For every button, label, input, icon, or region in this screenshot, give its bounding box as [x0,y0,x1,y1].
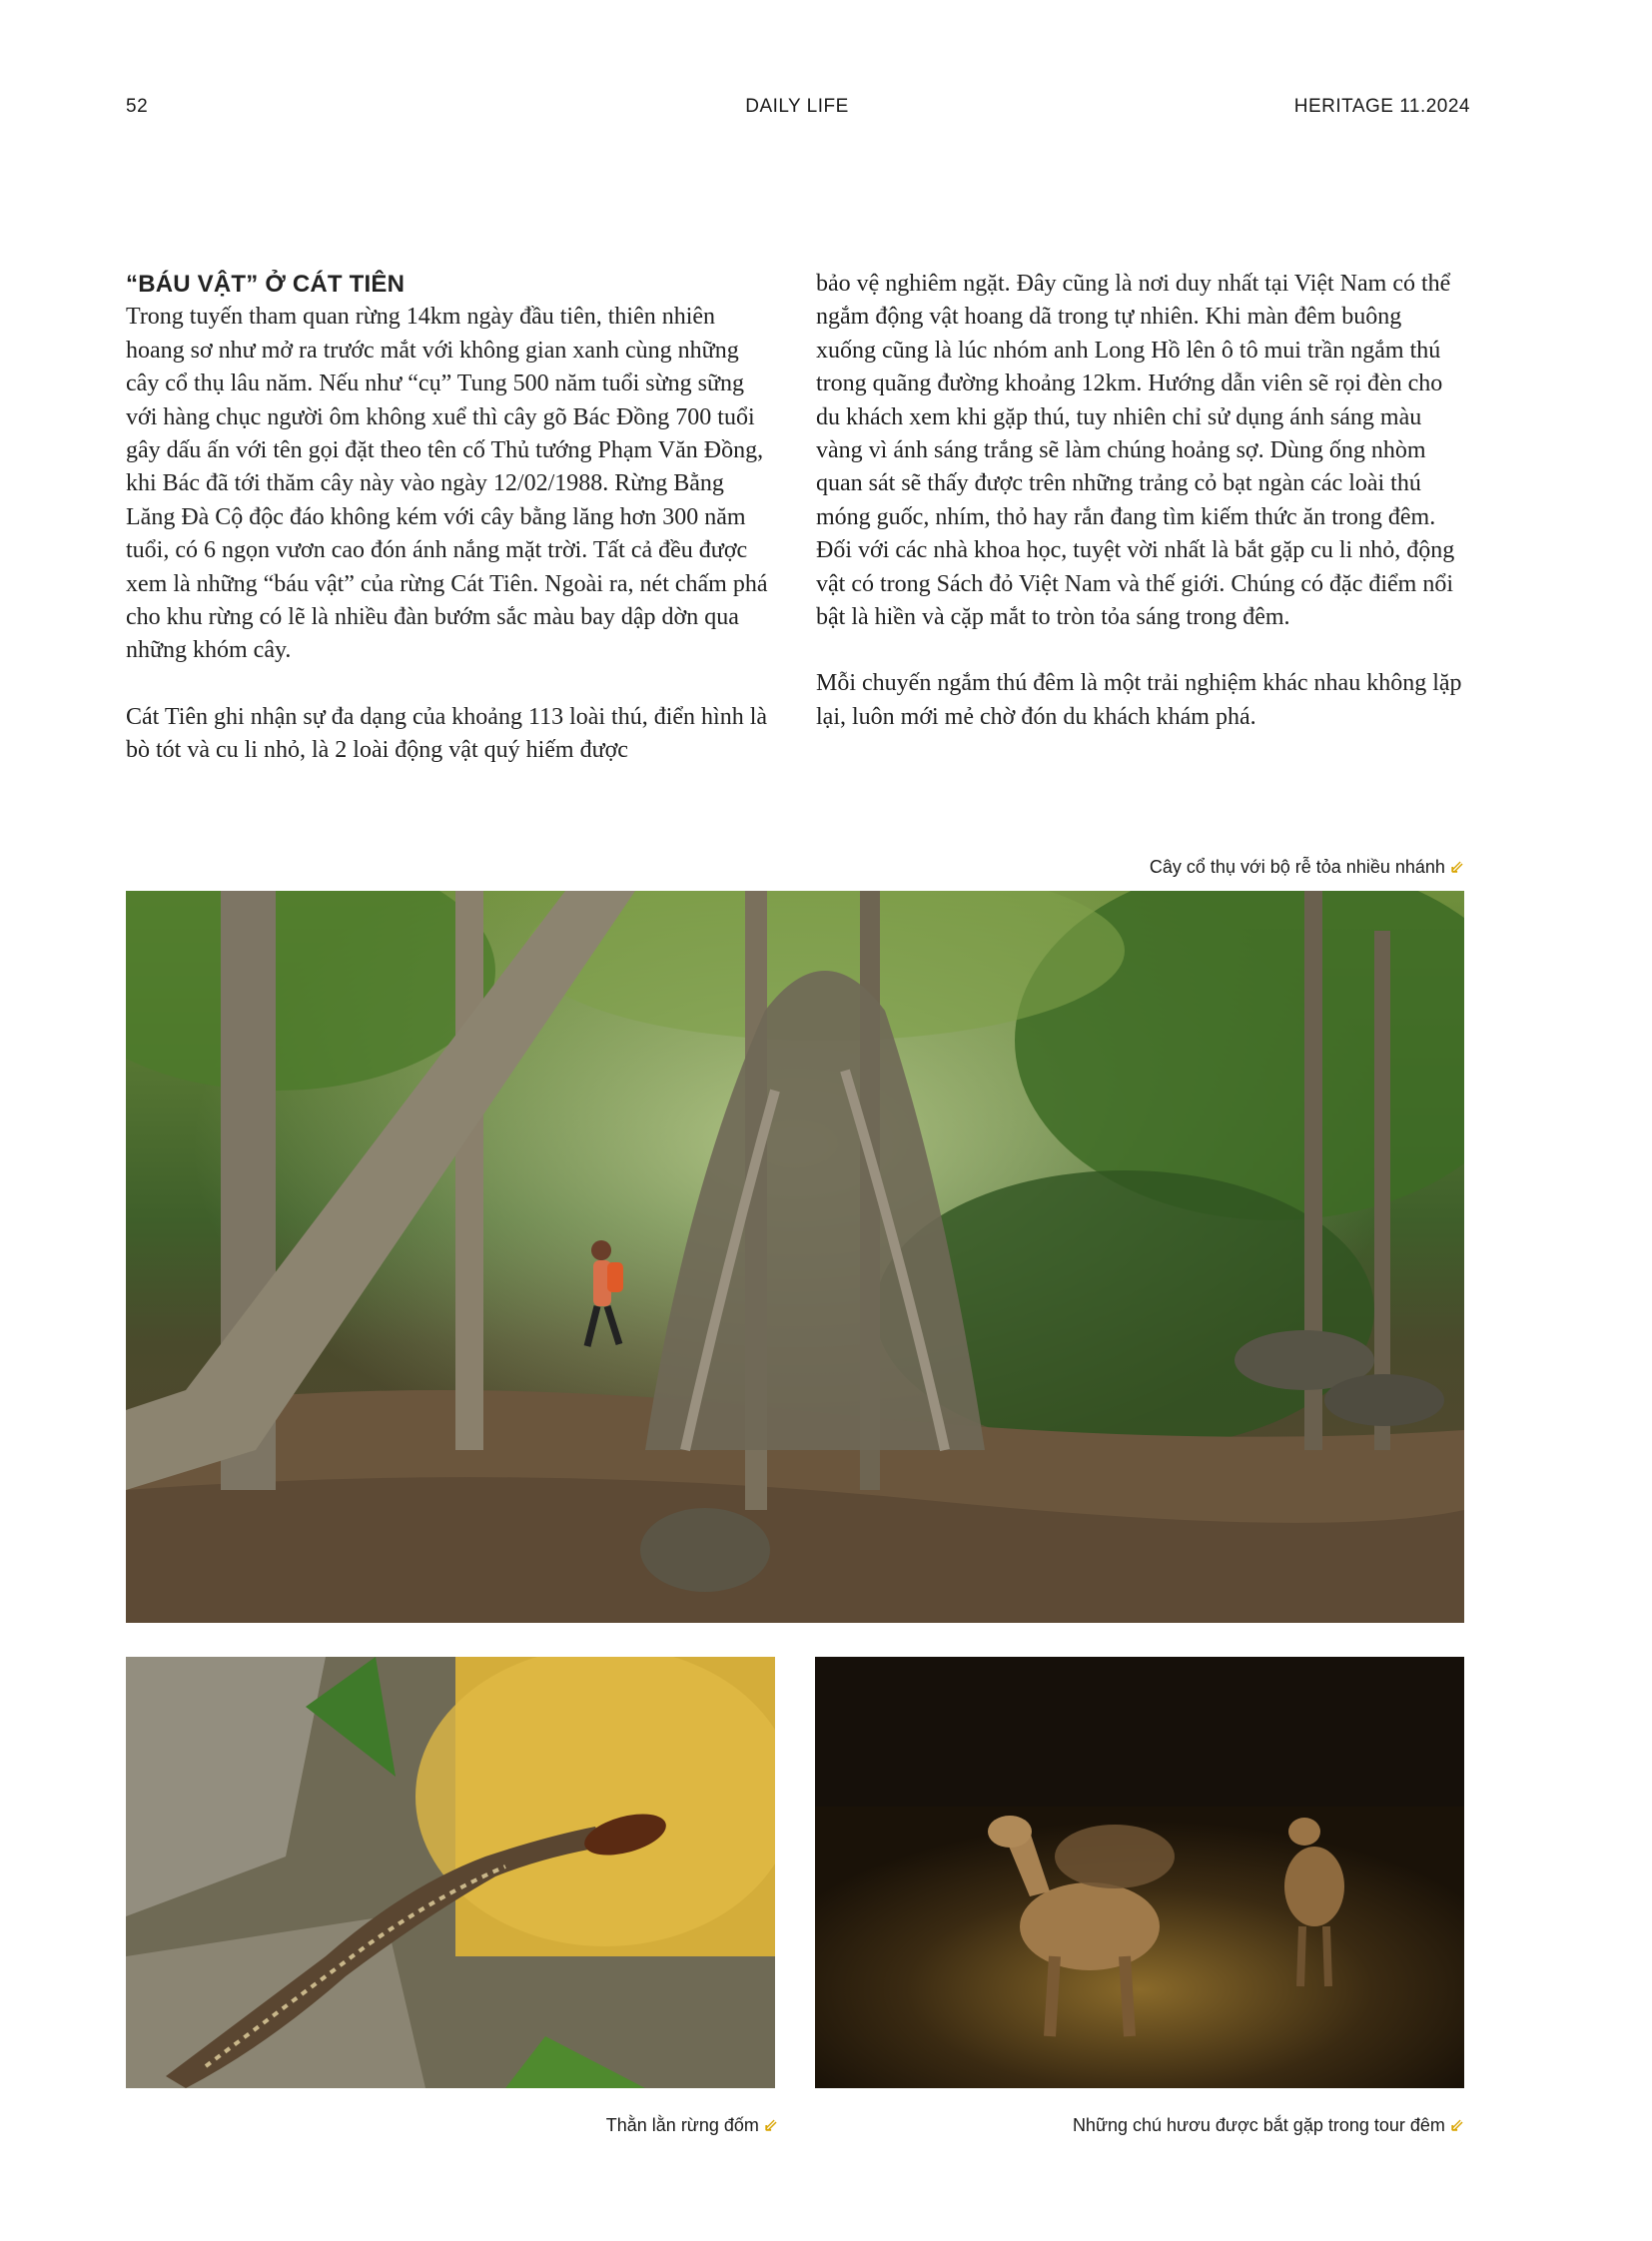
main-photo-caption [1150,857,1464,878]
caption-arrow-icon: ⇙ [1448,857,1464,877]
paragraph: Trong tuyến tham quan rừng 14km ngày đầu tiên, thiên nhiên hoang sơ như mở ra trước mắt với không gian xanh cùng những cây cổ thụ lâu năm. Nếu như “cụ” Tung 500 năm tuổi sừng sững với hàng chục người ôm không xuể thì cây gõ Bác Đồng 700 tuổi gây dấu ấn với tên gọi đặt theo tên cố Thủ tướng Phạm Văn Đồng, khi Bác đã tới thăm cây này vào ngày 12/02/1988. Rừng Bằng Lăng Đà Cộ độc đáo không kém với cây bằng lăng hơn 300 năm tuổi, có 6 ngọn vươn cao đón ánh nắng mặt trời. Tất cả đều được xem là những “báu vật” của rừng Cát Tiên. Ngoài ra, nét chấm phá cho khu rừng có lẽ là nhiều đàn bướm sắc màu bay dập dờn qua những khóm cây. [126,304,768,664]
article-column-right [816,268,1465,734]
deer-photo-caption [1073,2115,1464,2136]
forest-photo [126,891,1464,1623]
caption-arrow-icon: ⇙ [762,2115,778,2135]
lizard-photo-caption [0,2115,778,2136]
caption-text: Những chú hươu được bắt gặp trong tour đêm [1072,2115,1445,2135]
section-heading: “BÁU VẬT” Ở CÁT TIÊN [126,271,406,298]
paragraph: Cát Tiên ghi nhận sự đa dạng của khoảng 113 loài thú, điển hình là bò tót và cu li nhỏ, là 2 loài động vật quý hiếm được [126,703,768,764]
caption-text: Cây cổ thụ với bộ rễ tỏa nhiều nhánh [1149,857,1445,877]
section-label: DAILY LIFE [745,96,849,117]
paragraph: Mỗi chuyến ngắm thú đêm là một trải nghiệm khác nhau không lặp lại, luôn mới mẻ chờ đón du khách khám phá. [816,670,1462,730]
paragraph: bảo vệ nghiêm ngặt. Đây cũng là nơi duy nhất tại Việt Nam có thể ngắm động vật hoang dã trong tự nhiên. Khi màn đêm buông xuống cũng là lúc nhóm anh Long Hồ lên ô tô mui trần ngắm thú trong quãng đường khoảng 12km. Hướng dẫn viên sẽ rọi đèn cho du khách xem khi gặp thú, tuy nhiên chỉ sử dụng ánh sáng màu vàng vì ánh sáng trắng sẽ làm chúng hoảng sợ. Dùng ống nhòm quan sát sẽ thấy được trên những trảng cỏ bạt ngàn các loài thú móng guốc, nhím, thỏ hay rắn đang tìm kiếm thức ăn trong đêm. Đối với các nhà khoa học, tuyệt vời nhất là bắt gặp cu li nhỏ, động vật có trong Sách đỏ Việt Nam và thế giới. Chúng có đặc điểm nổi bật là hiền và cặp mắt to tròn tỏa sáng trong đêm. [816,271,1455,631]
page-number: 52 [126,96,149,117]
lizard-photo [126,1657,775,2088]
issue-label: HERITAGE 11.2024 [1293,96,1470,117]
caption-arrow-icon: ⇙ [1448,2115,1464,2135]
deer-photo [815,1657,1464,2088]
caption-text: Thằn lằn rừng đốm [605,2115,759,2135]
article-column-left [126,268,770,768]
